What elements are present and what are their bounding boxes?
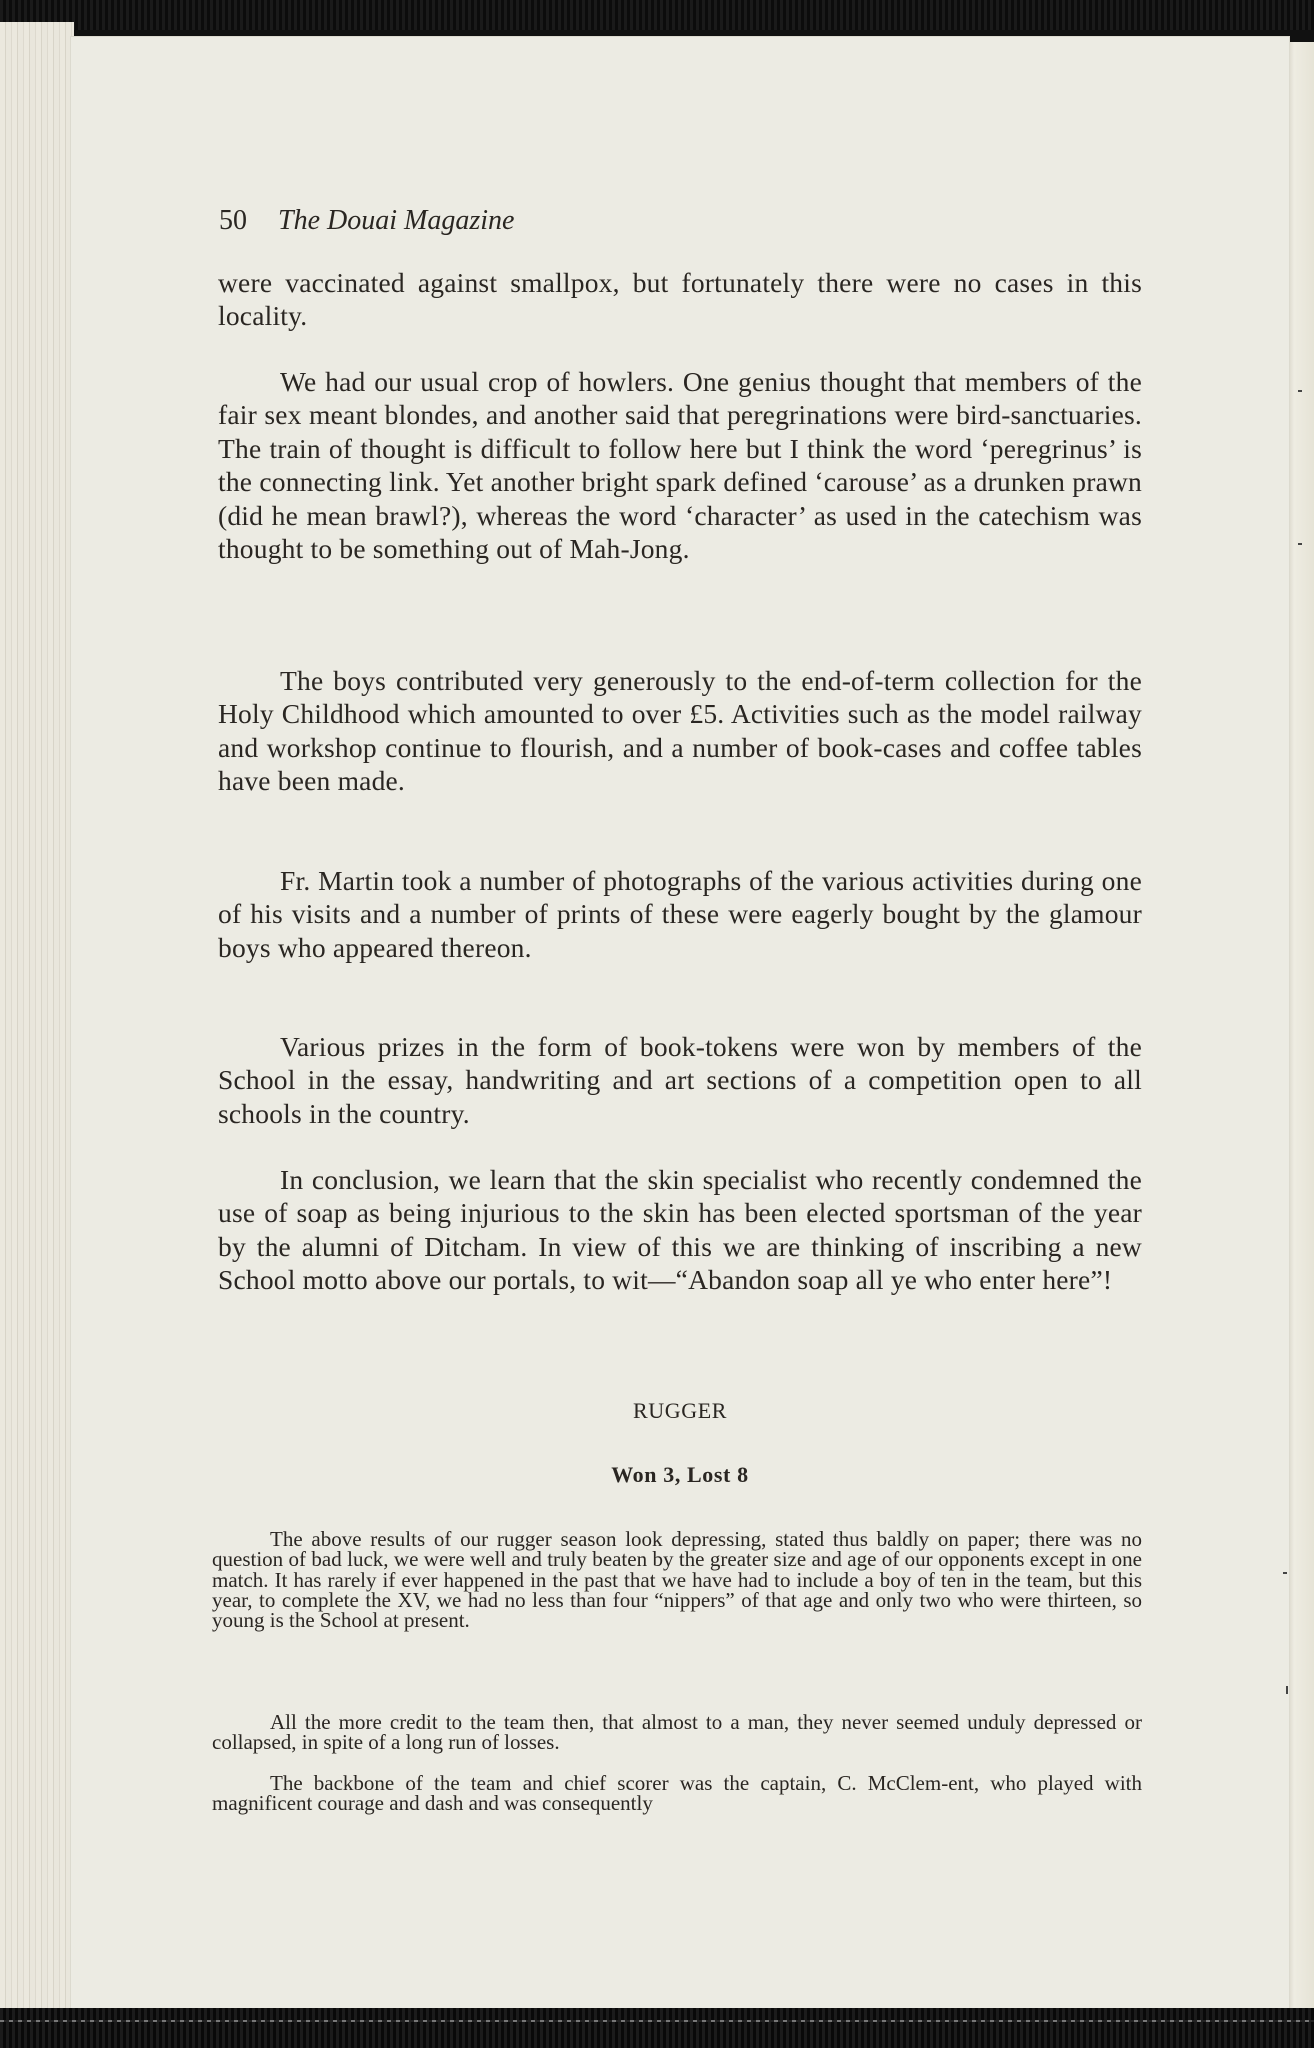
paragraph <box>218 1030 1142 1130</box>
section-heading: RUGGER <box>632 1398 728 1423</box>
report-paragraph <box>212 1712 1142 1753</box>
report-paragraph <box>212 1527 1142 1633</box>
paragraph-text: In conclusion, we learn that the skin specialist who recently condemned the use of soap as being injurious to the skin has been elected sportsman of the year by the alumni of Ditcham. In view of this we are thinking of inscribing a new School motto above our portals, to wit—“Abandon soap all ye who enter here”! <box>218 1164 1142 1296</box>
margin-mark <box>1298 543 1302 545</box>
page-stack-edges <box>0 22 74 2008</box>
paragraph <box>218 664 1142 798</box>
book-cover-top <box>0 0 1314 30</box>
paragraph <box>218 266 1142 333</box>
page-number: 50 <box>219 205 247 236</box>
report-paragraph-text: The above results of our rugger season look depressing, stated thus baldly on paper; there was no question of bad luck, we were well and truly beaten by the greater size and age of our opponents except in one match. It has rarely if ever happened in the past that we have had to include a boy of ten in the team, but this year, to complete the XV, we had no less than four “nippers” of that age and only two who were thirteen, so young is the School at present. <box>212 1527 1142 1633</box>
paragraph-text: We had our usual crop of howlers. One genius thought that members of the fair sex meant blondes, and another said that peregrinations were bird-sanctuaries. The train of thought is difficult to follow here but I think the word ‘peregrinus’ is the connecting link. Yet another bright spark defined ‘carouse’ as a drunken prawn (did he mean brawl?), whereas the word ‘character’ as used in the catechism was thought to be something out of Mah-Jong. <box>218 366 1142 565</box>
next-page-edge <box>1288 42 1314 2008</box>
report-paragraph-text: All the more credit to the team then, that almost to a man, they never seemed unduly depressed or collapsed, in spite of a long run of losses. <box>212 1710 1142 1755</box>
paragraph-text: were vaccinated against smallpox, but fortunately there were no cases in this locality. <box>218 267 1142 332</box>
paragraph <box>218 864 1142 964</box>
running-title: The Douai Magazine <box>278 205 515 236</box>
book-cover-bottom <box>0 2008 1314 2048</box>
paragraph-text: Various prizes in the form of book-tokens were won by members of the School in the essay, handwriting and art sections of a competition open to all schools in the country. <box>218 1031 1142 1129</box>
paragraph-text: The boys contributed very generously to the end-of-term collection for the Holy Childhood which amounted to over £5. Activities such as the model railway and workshop continue to flourish, and a number of book-cases and coffee tables have been made. <box>218 665 1142 797</box>
report-paragraph-text: The backbone of the team and chief scorer was the captain, C. McClem-ent, who played with magnificent courage and dash and was consequently <box>212 1771 1142 1816</box>
margin-mark <box>1298 390 1302 392</box>
running-header <box>219 204 514 238</box>
paragraph-text: Fr. Martin took a number of photographs of the various activities during one of his visits and a number of prints of these were eagerly bought by the glamour boys who appeared thereon. <box>218 865 1142 963</box>
margin-mark <box>1283 1572 1287 1574</box>
margin-mark <box>1286 1686 1288 1694</box>
report-paragraph <box>212 1773 1142 1814</box>
paragraph <box>218 1163 1142 1297</box>
section-subheading: Won 3, Lost 8 <box>611 1462 749 1487</box>
paragraph <box>218 365 1142 565</box>
